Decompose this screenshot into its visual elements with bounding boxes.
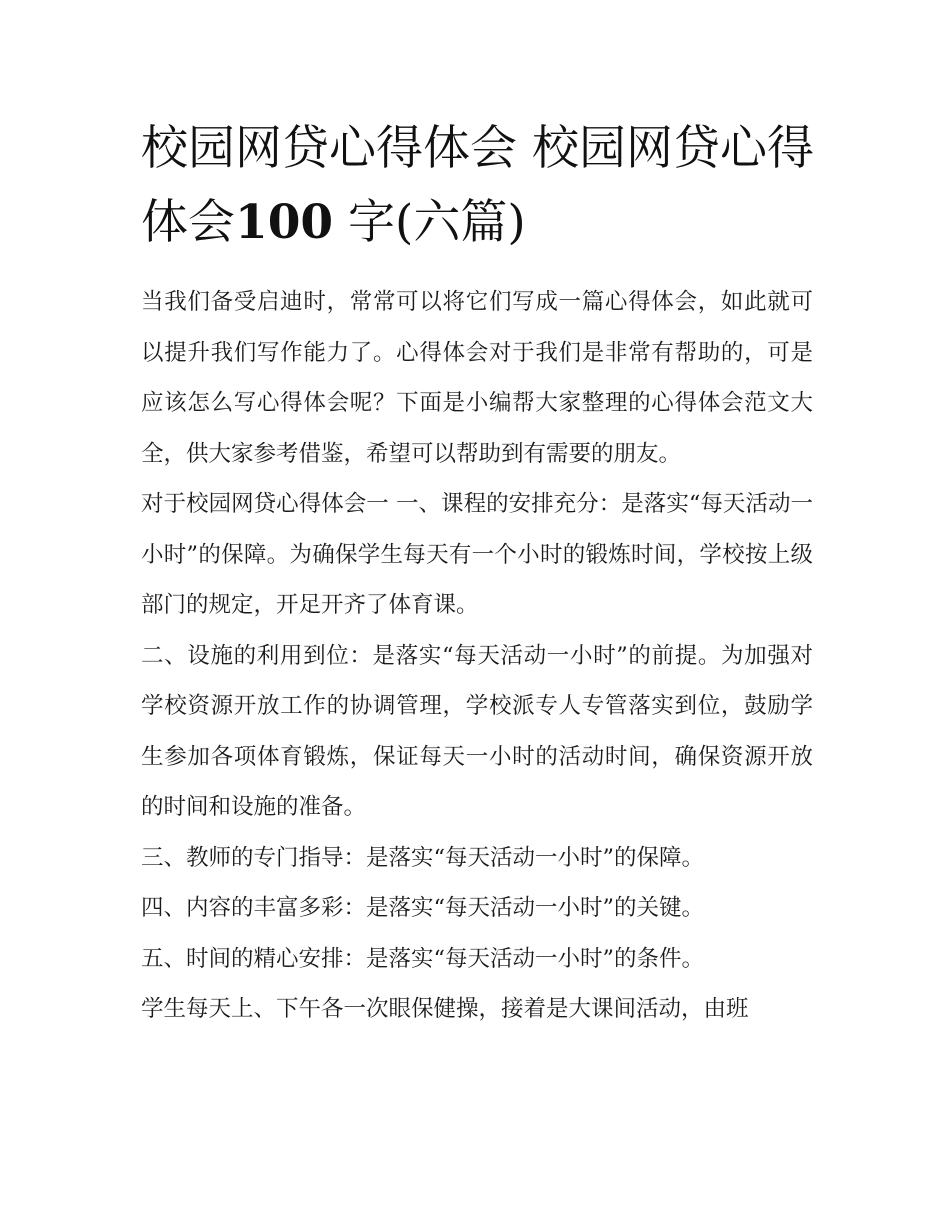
paragraph-section-two: 二、设施的利用到位：是落实“每天活动一小时”的前提。为加强对学校资源开放工作的协调管理，学校派专人专管落实到位，鼓励学生参加各项体育锻炼，保证每天一小时的活动时间，确保资源开放的时间和设施的准备。 xyxy=(141,642,813,820)
paragraph-section-one: 对于校园网贷心得体会一 一、课程的安排充分：是落实“每天活动一小时”的保障。为确保学生每天有一个小时的锻炼时间，学校按上级部门的规定，开足开齐了体育课。 xyxy=(141,491,813,618)
paragraph-section-five: 五、时间的精心安排：是落实“每天活动一小时”的条件。 xyxy=(141,945,705,972)
document-body xyxy=(141,277,813,1035)
intro-paragraph: 当我们备受启迪时，常常可以将它们写成一篇心得体会，如此就可以提升我们写作能力了。心得体会对于我们是非常有帮助的，可是应该怎么写心得体会呢？下面是小编帮大家整理的心得体会范文大全，供大家参考借鉴，希望可以帮助到有需要的朋友。 xyxy=(141,289,813,467)
paragraph-section-four: 四、内容的丰富多彩：是落实“每天活动一小时”的关键。 xyxy=(141,895,705,921)
title-number: 100 xyxy=(235,195,334,250)
title-text: 校园网贷心得体会 校园网贷心得体会 xyxy=(141,121,814,250)
document-title xyxy=(141,112,831,260)
title-suffix: 字(六篇) xyxy=(333,195,526,250)
paragraph-section-three: 三、教师的专门指导：是落实“每天活动一小时”的保障。 xyxy=(141,844,705,871)
paragraph-closing: 学生每天上、下午各一次眼保健操，接着是大课间活动，由班 xyxy=(141,996,749,1022)
